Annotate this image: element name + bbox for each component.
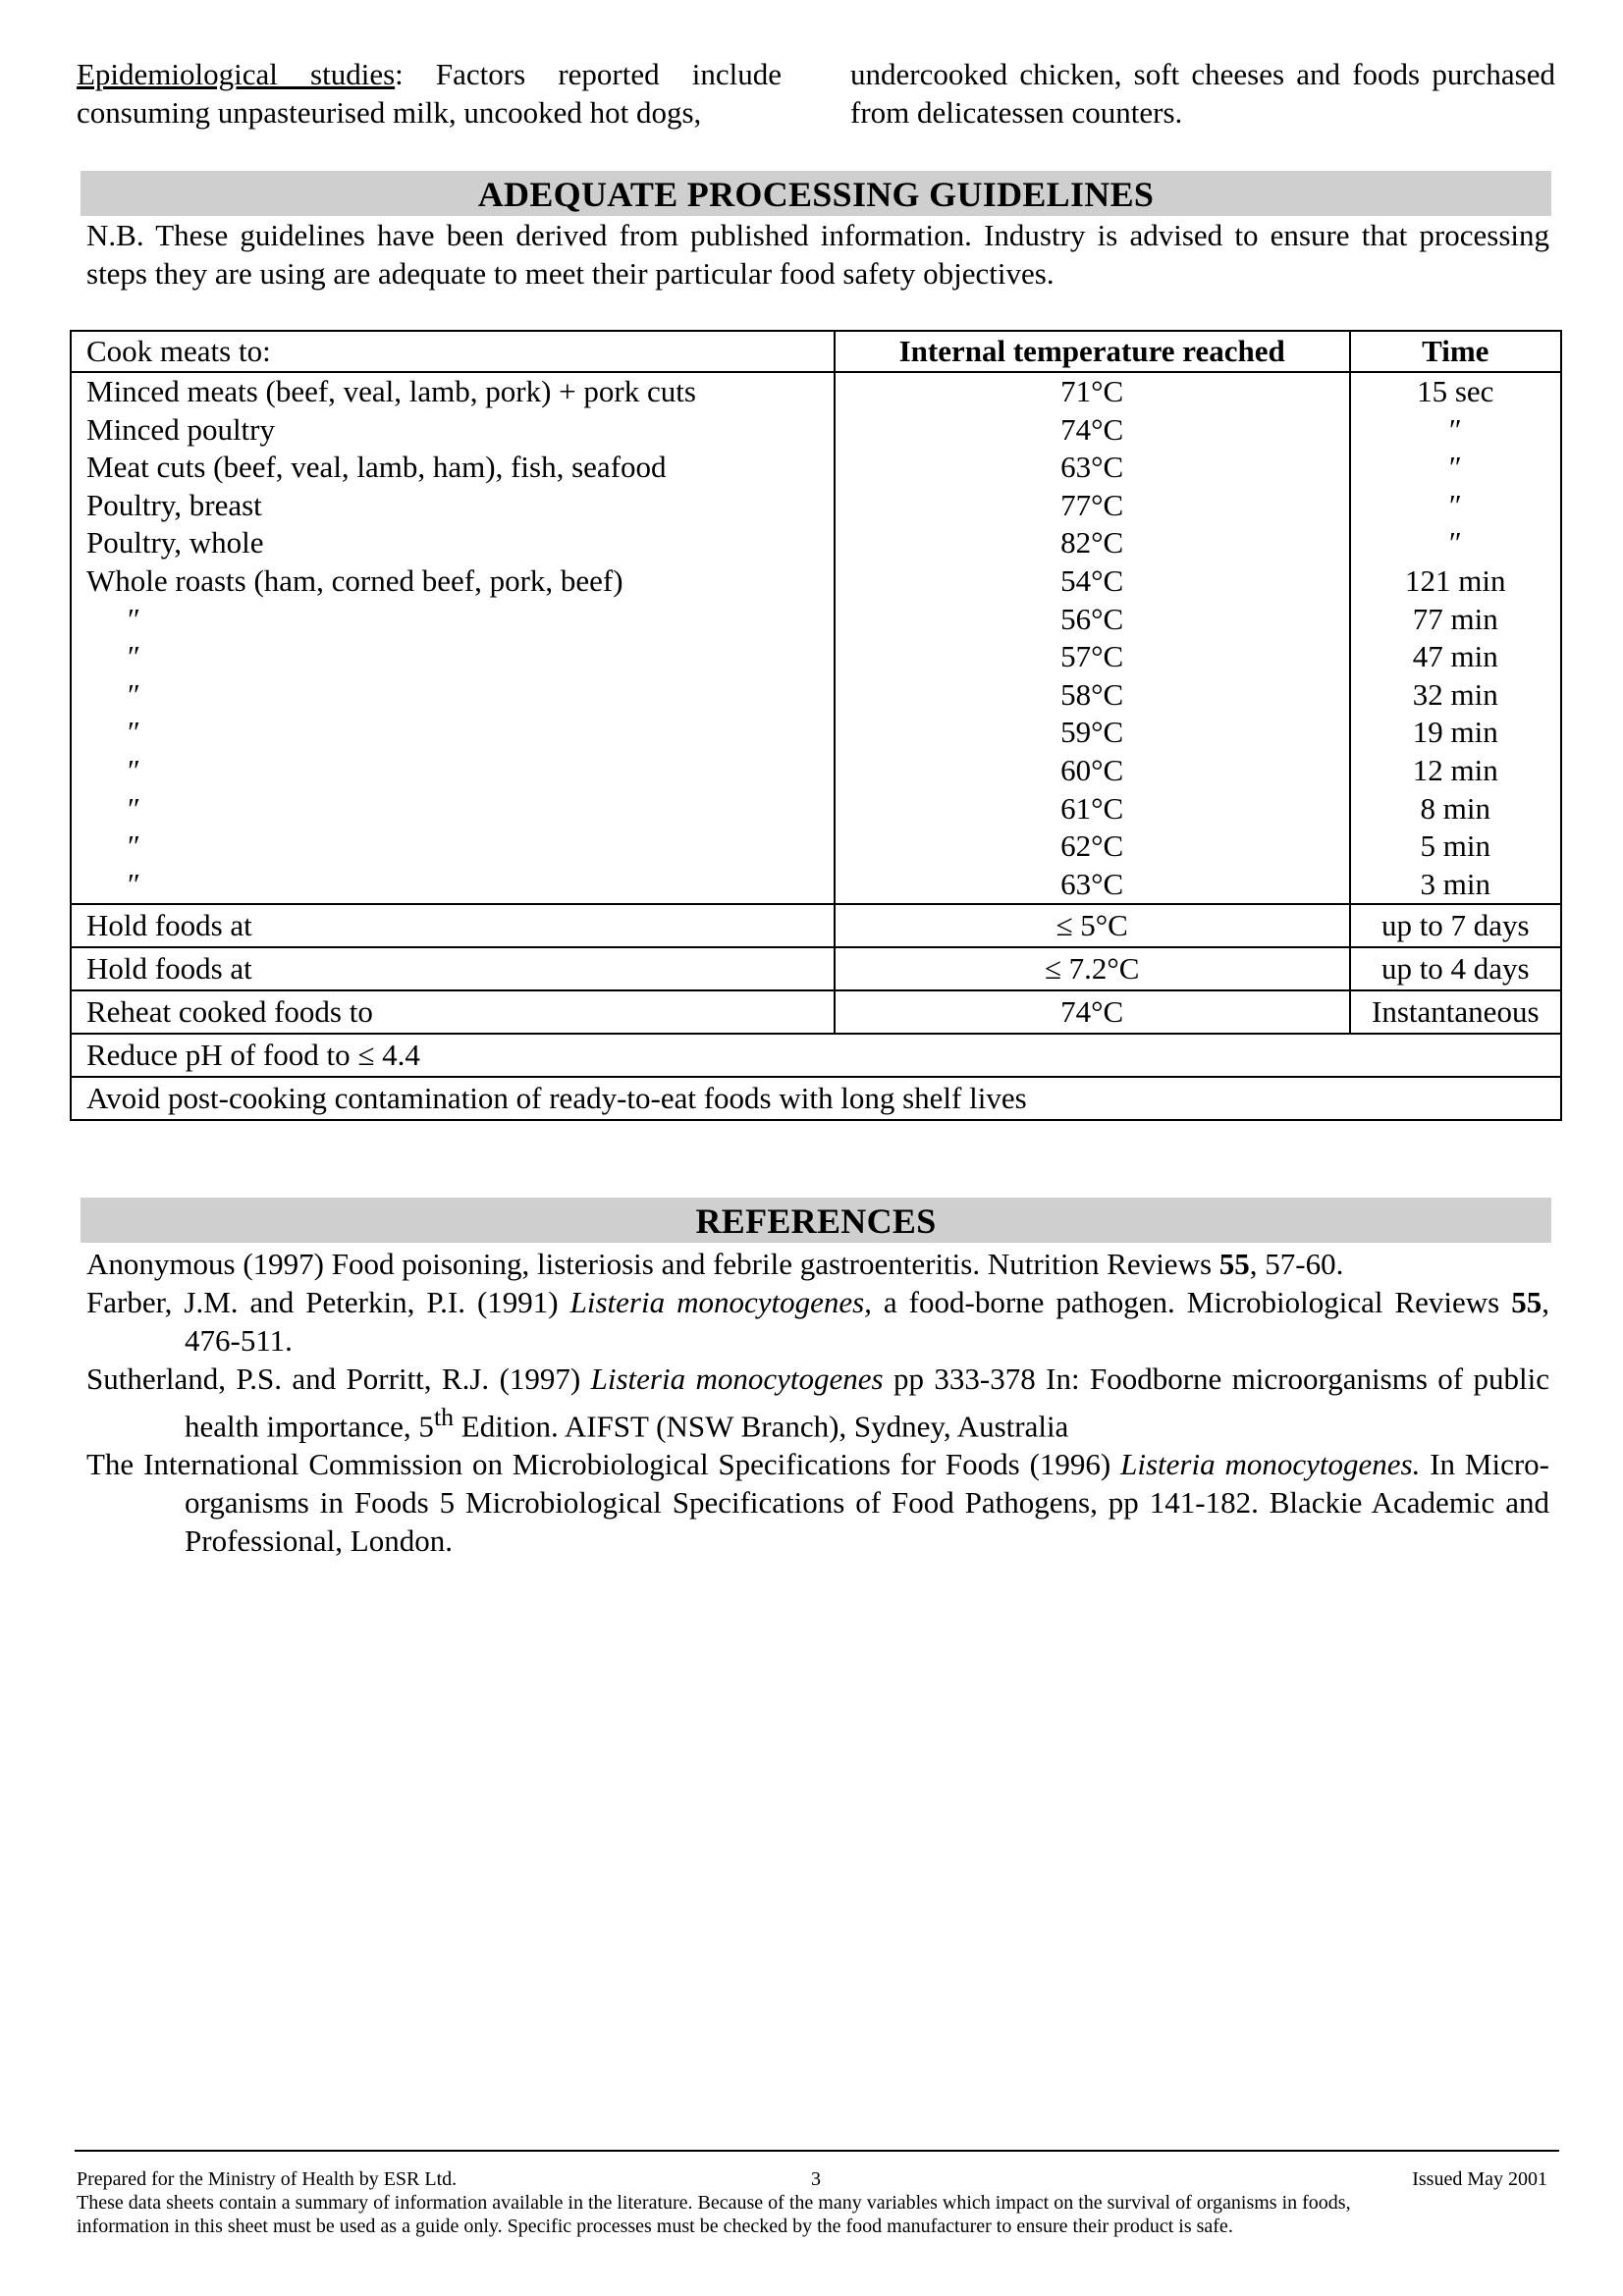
guidelines-table (70, 330, 1562, 1121)
reheat-temp: 74°C (835, 990, 1350, 1034)
cook-temp: 57°C (1060, 639, 1124, 674)
reference-item (86, 1245, 1549, 1283)
cook-food-item: Minced meats (beef, veal, lamb, pork) + pork cuts (86, 374, 696, 408)
reference-item (86, 1445, 1549, 1560)
intro-right-text: undercooked chicken, soft cheeses and foods purchased from delicatessen counters. (850, 57, 1555, 130)
ref-text: Farber, J.M. and Peterkin, P.I. (1991) (86, 1285, 570, 1319)
references-list (86, 1245, 1549, 1560)
hold-row-1 (71, 904, 1561, 947)
cook-time: 3 min (1420, 866, 1491, 901)
hold-food: Hold foods at (71, 904, 835, 947)
cook-time: 12 min (1412, 752, 1498, 787)
ref-species: Listeria monocytogenes (590, 1362, 884, 1396)
footer-divider (75, 2150, 1559, 2152)
ref-text: Sutherland, P.S. and Porritt, R.J. (1997) (86, 1362, 591, 1396)
cook-food-item: Poultry, breast (86, 487, 262, 522)
intro-right-column (850, 55, 1555, 132)
cook-food-cell (71, 372, 835, 904)
reheat-food: Reheat cooked foods to (71, 990, 835, 1034)
header-temperature: Internal temperature reached (835, 331, 1350, 372)
footer-prepared: Prepared for the Ministry of Health by ESR Ltd. (77, 2168, 458, 2190)
cook-temp: 59°C (1060, 715, 1124, 750)
hold-time: up to 4 days (1350, 947, 1561, 990)
cook-time-cell (1350, 372, 1561, 904)
footer-top-row (77, 2167, 1553, 2191)
cook-time: 121 min (1405, 562, 1506, 598)
ditto-mark: ″ (128, 790, 140, 826)
ditto-mark: ″ (128, 866, 140, 901)
ref-volume: 55 (1511, 1285, 1542, 1319)
ref-volume: 55 (1218, 1247, 1250, 1281)
cook-time: 15 sec (1417, 374, 1494, 408)
processing-note-text: N.B. These guidelines have been derived from published information. Industry is advised to ensure that processing steps they are using are adequate to meet their particular food safety objectives. (86, 218, 1549, 291)
reheat-time: Instantaneous (1350, 990, 1561, 1034)
footer-issued: Issued May 2001 (1412, 2168, 1547, 2190)
ditto-mark: ″ (128, 828, 140, 864)
ref-text: , 476-511. (185, 1285, 1549, 1358)
cook-food-item: Poultry, whole (86, 525, 264, 561)
ref-text: The International Commission on Microbiological Specifications for Foods (1996) (86, 1447, 1121, 1482)
intro-left-column (77, 55, 782, 132)
cook-rows (71, 372, 1561, 904)
cook-temp: 71°C (1060, 374, 1124, 408)
cook-temp: 56°C (1060, 601, 1124, 636)
footer-disclaimer-line: information in this sheet must be used as a guide only. Specific processes must be checked by the food manufacturer to ensure their product is safe. (77, 2216, 1233, 2237)
ph-text: Reduce pH of food to ≤ 4.4 (71, 1034, 1561, 1077)
ditto-mark: ″ (128, 676, 140, 712)
cook-temp: 63°C (1060, 450, 1124, 485)
hold-time: up to 7 days (1350, 904, 1561, 947)
cook-time: ″ (1448, 487, 1462, 522)
cook-temp: 63°C (1060, 866, 1124, 901)
processing-heading: ADEQUATE PROCESSING GUIDELINES (81, 171, 1551, 216)
ditto-mark: ″ (128, 752, 140, 787)
cook-time: 8 min (1420, 790, 1491, 826)
cook-temp: 82°C (1060, 525, 1124, 561)
cook-time: 5 min (1420, 828, 1491, 864)
intro-label: Epidemiological studies (77, 57, 396, 91)
cook-food-item: Meat cuts (beef, veal, lamb, ham), fish, seafood (86, 450, 667, 485)
cook-temp: 77°C (1060, 487, 1124, 522)
cook-time: ″ (1448, 411, 1462, 447)
footer (77, 2167, 1553, 2238)
table-header-row (71, 331, 1561, 372)
cook-temp: 61°C (1060, 790, 1124, 826)
hold-row-2 (71, 947, 1561, 990)
cook-temp: 74°C (1060, 411, 1124, 447)
cook-temp: 60°C (1060, 752, 1124, 787)
page-number: 3 (811, 2168, 821, 2190)
avoid-text: Avoid post-cooking contamination of ready-to-eat foods with long shelf lives (71, 1077, 1561, 1120)
header-time: Time (1350, 331, 1561, 372)
cook-temp: 58°C (1060, 676, 1124, 712)
reference-item (86, 1283, 1549, 1360)
ref-text: , 57-60. (1249, 1247, 1344, 1281)
ref-text: In Micro-organisms in Foods 5 Microbiological Specifications of Food Pathogens, pp 141-182. Blackie Academic and Professional, London. (185, 1447, 1549, 1559)
ref-text: Edition. AIFST (NSW Branch), Sydney, Australia (454, 1409, 1069, 1444)
cook-temp: 54°C (1060, 562, 1124, 598)
ditto-mark: ″ (128, 639, 140, 674)
cook-food-item: Minced poultry (86, 411, 275, 447)
ref-species: Listeria monocytogenes, (569, 1285, 872, 1319)
ph-row (71, 1034, 1561, 1077)
ref-text: a food-borne pathogen. Microbiological Reviews (871, 1285, 1512, 1319)
ditto-mark: ″ (128, 601, 140, 636)
intro-left-text: : Factors reported include consuming unpasteurised milk, uncooked hot dogs, (77, 57, 782, 130)
ref-text: pp 333-378 In: Foodborne microorganisms of public health importance, 5 (185, 1362, 1549, 1444)
reference-item (86, 1360, 1549, 1445)
processing-note (86, 216, 1549, 293)
ref-superscript: th (433, 1403, 455, 1431)
cook-food-item: Whole roasts (ham, corned beef, pork, beef) (86, 562, 623, 598)
reheat-row (71, 990, 1561, 1034)
ref-text: Anonymous (1997) Food poisoning, listeriosis and febrile gastroenteritis. Nutrition Reviews (86, 1247, 1219, 1281)
cook-time: 77 min (1412, 601, 1498, 636)
hold-food: Hold foods at (71, 947, 835, 990)
ditto-mark: ″ (128, 715, 140, 750)
cook-temp: 62°C (1060, 828, 1124, 864)
cook-time: 19 min (1412, 715, 1498, 750)
hold-temp: ≤ 7.2°C (835, 947, 1350, 990)
cook-time: ″ (1448, 525, 1462, 561)
avoid-row (71, 1077, 1561, 1120)
cook-time: 32 min (1412, 676, 1498, 712)
hold-temp: ≤ 5°C (835, 904, 1350, 947)
header-food: Cook meats to: (71, 331, 835, 372)
references-heading: REFERENCES (81, 1198, 1551, 1243)
cook-time: 47 min (1412, 639, 1498, 674)
ref-species: Listeria monocytogenes. (1120, 1447, 1421, 1482)
cook-time: ″ (1448, 450, 1462, 485)
footer-disclaimer-line: These data sheets contain a summary of information available in the literature. Because of the many variables which impact on the survival of organisms in foods, (77, 2192, 1351, 2214)
cook-temp-cell (835, 372, 1350, 904)
